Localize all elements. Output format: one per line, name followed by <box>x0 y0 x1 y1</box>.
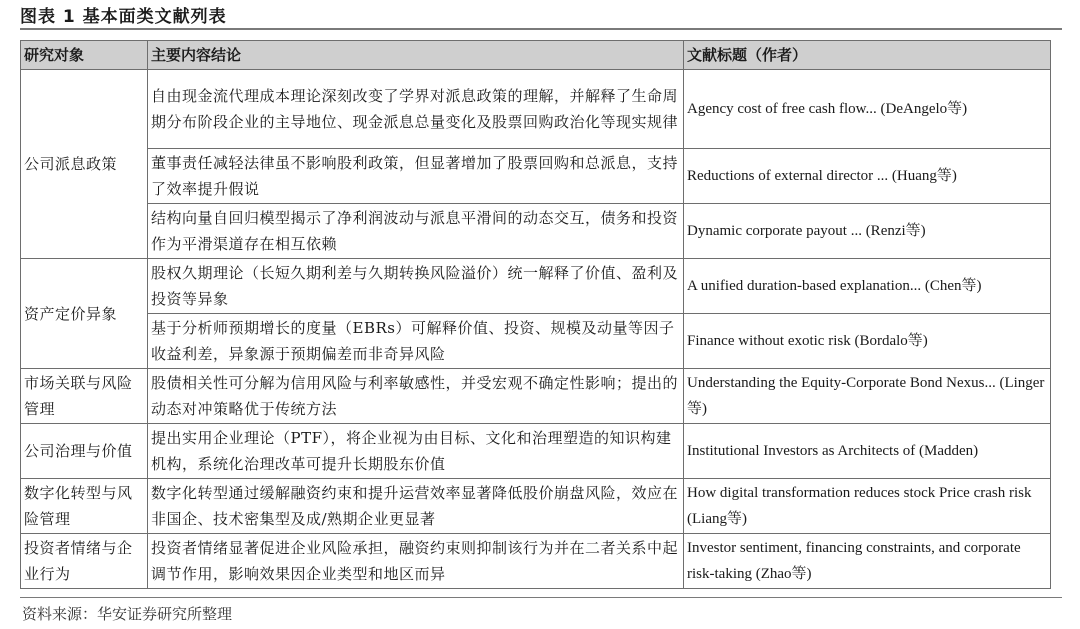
reference-cell: Finance without exotic risk (Bordalo等) <box>684 314 1051 369</box>
content-cell: 投资者情绪显著促进企业风险承担，融资约束则抑制该行为并在二者关系中起调节作用，影响效果因企业类型和地区而异 <box>148 534 684 589</box>
content-cell: 董事责任减轻法律虽不影响股利政策，但显著增加了股票回购和总派息，支持了效率提升假说 <box>148 149 684 204</box>
table-row <box>21 149 1051 204</box>
reference-cell: Reductions of external director ... (Huang等) <box>684 149 1051 204</box>
content-cell: 数字化转型通过缓解融资约束和提升运营效率显著降低股价崩盘风险，效应在非国企、技术密集型及成/熟期企业更显著 <box>148 479 684 534</box>
table-row <box>21 204 1051 259</box>
topic-cell: 投资者情绪与企业行为 <box>21 534 148 589</box>
content-cell: 自由现金流代理成本理论深刻改变了学界对派息政策的理解，并解释了生命周期分布阶段企业的主导地位、现金派息总量变化及股票回购政治化等现实规律 <box>148 70 684 149</box>
topic-cell: 公司治理与价值 <box>21 424 148 479</box>
content-cell: 结构向量自回归模型揭示了净利润波动与派息平滑间的动态交互，债务和投资作为平滑渠道存在相互依赖 <box>148 204 684 259</box>
title-divider <box>20 28 1062 30</box>
reference-cell: Understanding the Equity-Corporate Bond Nexus... (Linger等) <box>684 369 1051 424</box>
reference-cell: Dynamic corporate payout ... (Renzi等) <box>684 204 1051 259</box>
table-row <box>21 479 1051 534</box>
topic-cell: 数字化转型与风险管理 <box>21 479 148 534</box>
reference-cell: Investor sentiment, financing constraints, and corporate risk-taking (Zhao等) <box>684 534 1051 589</box>
reference-cell: How digital transformation reduces stock Price crash risk (Liang等) <box>684 479 1051 534</box>
reference-cell: Institutional Investors as Architects of (Madden) <box>684 424 1051 479</box>
literature-table <box>20 40 1051 589</box>
topic-cell: 市场关联与风险管理 <box>21 369 148 424</box>
content-cell: 股权久期理论（长短久期利差与久期转换风险溢价）统一解释了价值、盈利及投资等异象 <box>148 259 684 314</box>
content-cell: 股债相关性可分解为信用风险与利率敏感性，并受宏观不确定性影响；提出的动态对冲策略优于传统方法 <box>148 369 684 424</box>
topic-cell: 公司派息政策 <box>21 70 148 259</box>
table-row <box>21 534 1051 589</box>
table-row <box>21 259 1051 314</box>
table-row <box>21 424 1051 479</box>
table-row <box>21 314 1051 369</box>
table-row <box>21 70 1051 149</box>
reference-cell: A unified duration-based explanation... (Chen等) <box>684 259 1051 314</box>
source-note: 资料来源：华安证券研究所整理 <box>22 605 233 623</box>
table-header-row <box>21 41 1051 70</box>
table-row <box>21 369 1051 424</box>
content-cell: 基于分析师预期增长的度量（EBRs）可解释价值、投资、规模及动量等因子收益利差，异象源于预期偏差而非奇异风险 <box>148 314 684 369</box>
column-header-topic: 研究对象 <box>21 41 148 70</box>
figure-title: 图表 1 基本面类文献列表 <box>20 7 227 27</box>
column-header-reference: 文献标题（作者） <box>684 41 1051 70</box>
reference-cell: Agency cost of free cash flow... (DeAngelo等) <box>684 70 1051 149</box>
column-header-content: 主要内容结论 <box>148 41 684 70</box>
content-cell: 提出实用企业理论（PTF），将企业视为由目标、文化和治理塑造的知识构建机构，系统化治理改革可提升长期股东价值 <box>148 424 684 479</box>
footer-divider <box>20 597 1062 598</box>
topic-cell: 资产定价异象 <box>21 259 148 369</box>
